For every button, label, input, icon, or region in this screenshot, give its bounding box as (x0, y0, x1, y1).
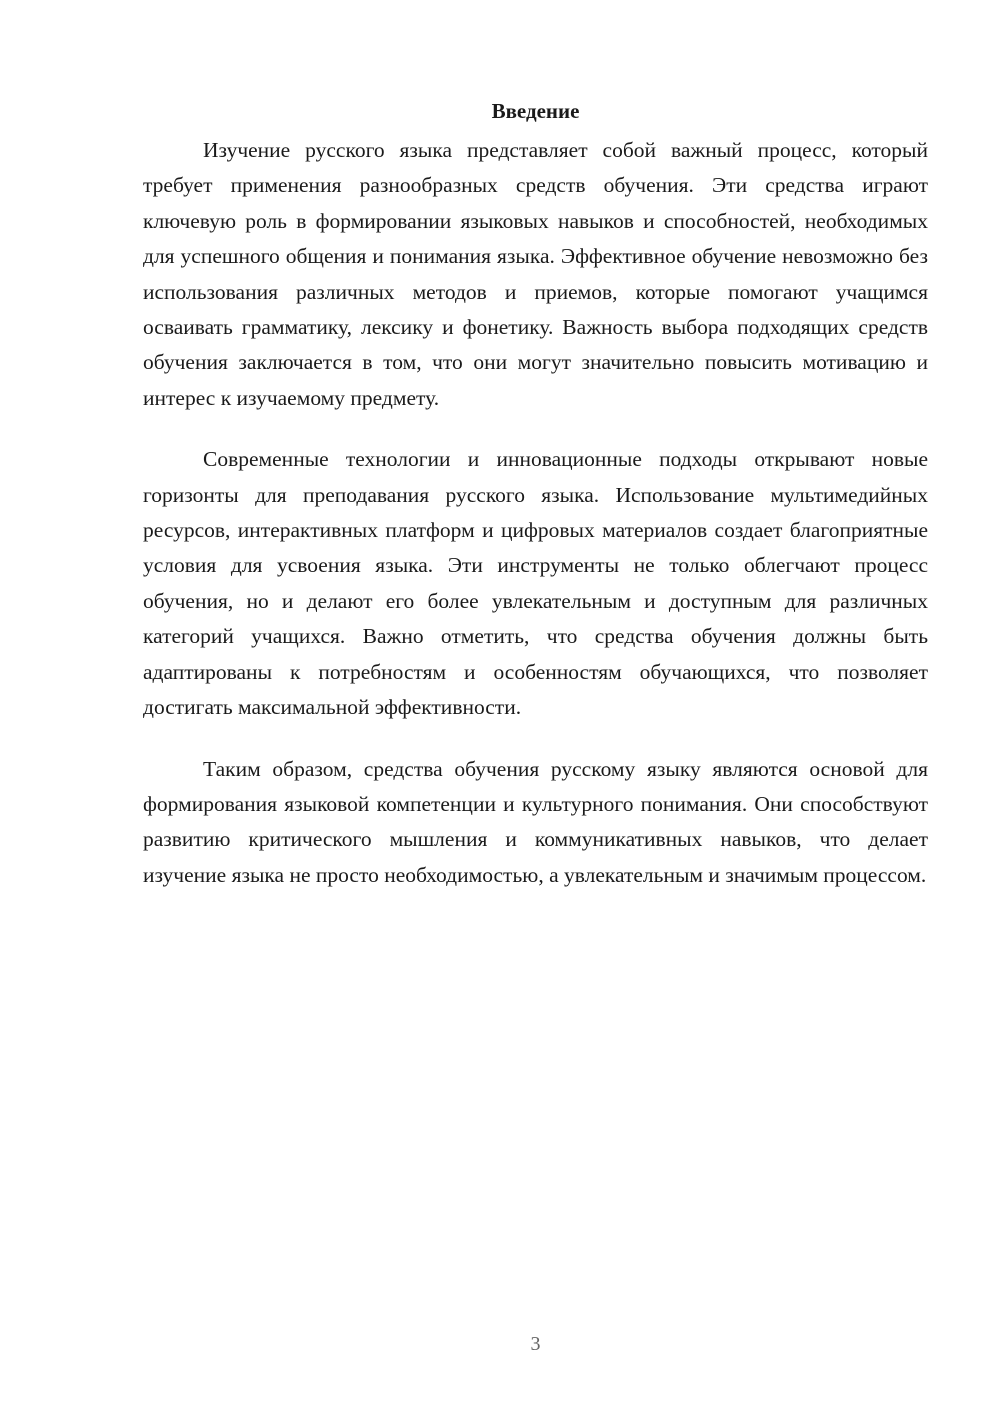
page-content (143, 96, 928, 919)
paragraph-3: Таким образом, средства обучения русскому языку являются основой для формирования языковой компетенции и культурного понимания. Они способствуют развитию критического мышления и коммуникативных навыков, что делает изучение языка не просто необходимостью, а увлекательным и значимым процессом. (143, 756, 928, 887)
paragraph-2: Современные технологии и инновационные подходы открывают новые горизонты для преподавания русского языка. Использование мультимедийных ресурсов, интерактивных платформ и цифровых материалов создает благоприятные условия для усвоения языка. Эти инструменты не только облегчают процесс обучения, но и делают его более увлекательным и доступным для различных категорий учащихся. Важно отметить, что средства обучения должны быть адаптированы к потребностям и особенностям обучающихся, что позволяет достигать максимальной эффективности. (143, 447, 928, 720)
page-number: 3 (530, 1333, 541, 1355)
paragraph-1: Изучение русского языка представляет собой важный процесс, который требует применения разнообразных средств обучения. Эти средства играют ключевую роль в формировании языковых навыков и способностей, необходимых для успешного общения и понимания языка. Эффективное обучение невозможно без использования различных методов и приемов, которые помогают учащимся осваивать грамматику, лексику и фонетику. Важность выбора подходящих средств обучения заключается в том, что они могут значительно повысить мотивацию и интерес к изучаемому предмету. (143, 138, 928, 410)
section-title: Введение (491, 99, 580, 123)
